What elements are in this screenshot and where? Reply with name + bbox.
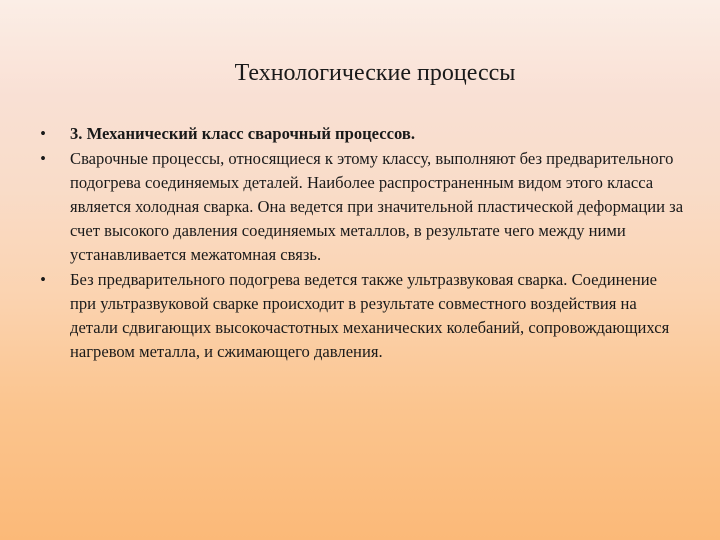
bullet-item-2 — [36, 147, 686, 267]
bullet-item-1 — [36, 122, 686, 146]
bullet-list — [36, 122, 686, 365]
bullet-dot-icon: • — [40, 149, 46, 168]
bullet-text-1: 3. Механический класс сварочный процессов. — [70, 124, 415, 143]
bullet-text-2: Сварочные процессы, относящиеся к этому классу, выполняют без предварительного подогрева соединяемых деталей. Наиболее распространенным видом этого класса является холодная сварка. Она ведется при значительной пластической деформации за счет высокого давления соединяемых металлов, в результате чего между ними устанавливается межатомная связь. — [70, 149, 684, 264]
bullet-item-3 — [36, 268, 686, 364]
slide-title: Технологические процессы — [234, 60, 516, 86]
bullet-dot-icon: • — [40, 270, 46, 289]
bullet-text-3: Без предварительного подогрева ведется также ультразвуковая сварка. Соединение при ультразвуковой сварке происходит в результате совместного воздействия на детали сдвигающих высокочастотных механических колебаний, сопровождающихся нагревом металла, и сжимающего давления. — [70, 270, 670, 361]
bullet-dot-icon: • — [40, 124, 46, 143]
